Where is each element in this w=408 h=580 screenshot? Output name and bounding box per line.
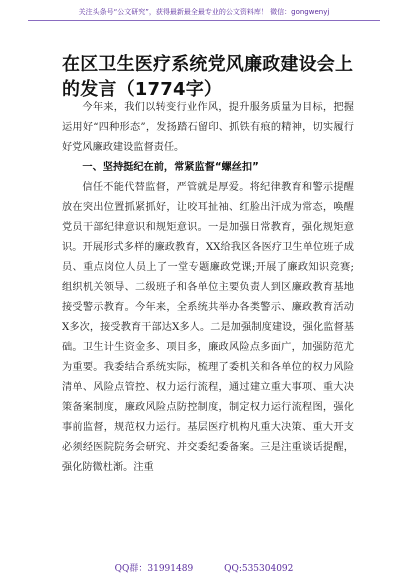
footer-contact — [0, 562, 408, 576]
document-title: 在区卫生医疗系统党风廉政建设会上的发言（1774字） — [62, 54, 354, 100]
document-body — [62, 98, 354, 478]
footer-qq-group[interactable]: QQ群：31991489 — [114, 564, 194, 574]
section-heading-1: 一、坚持挺纪在前，常紧监督“螺丝扣” — [82, 162, 259, 173]
footer-qq[interactable]: QQ:535304092 — [224, 564, 294, 574]
section-1-paragraph: 信任不能代替监督，严管就是厚爱。将纪律教育和警示提醒放在突出位置抓紧抓好，让咬耳扯袖、红脸出汗成为常态，唤醒党员干部纪律意识和规矩意识。一是加强日常教育，强化规矩意识。开展形式多样的廉政教育，XX给我区各医疗卫生单位班子成员、重点岗位人员上了一堂专题廉政党课;开展了廉政知识竞赛;组织机关领导、二级班子和各单位主要负责人到区廉政教育基地接受警示教育。今年来，全系统共举办各类警示、廉政教育活动X多次，接受教育干部达X多人。二是加强制度建设，强化监督基础。卫生计生资金多、项目多，廉政风险点多面广，加强防范尤为重要。我委结合系统实际，梳理了委机关和各单位的权力风险清单、风险点管控、权力运行流程，通过建立重大事项、重大决策备案制度，廉政风险点防控制度，制定权力运行流程图，强化事前监督，规范权力运行。基层医疗机构凡重大决策、重大开支必须经医院院务会研究、并交委纪委备案。三是注重谈话提醒，强化防微杜渐。注重 — [62, 182, 354, 473]
intro-paragraph: 今年来，我们以转变行业作风，提升服务质量为目标，把握运用好“四种形态”，发扬踏石留印、抓铁有痕的精神，切实履行好党风廉政建设监督责任。 — [62, 102, 354, 153]
promo-banner[interactable]: 关注头条号“公文研究”，获得最新最全最专业的公文资料库！ 微信：gongwenyj — [28, 6, 380, 21]
